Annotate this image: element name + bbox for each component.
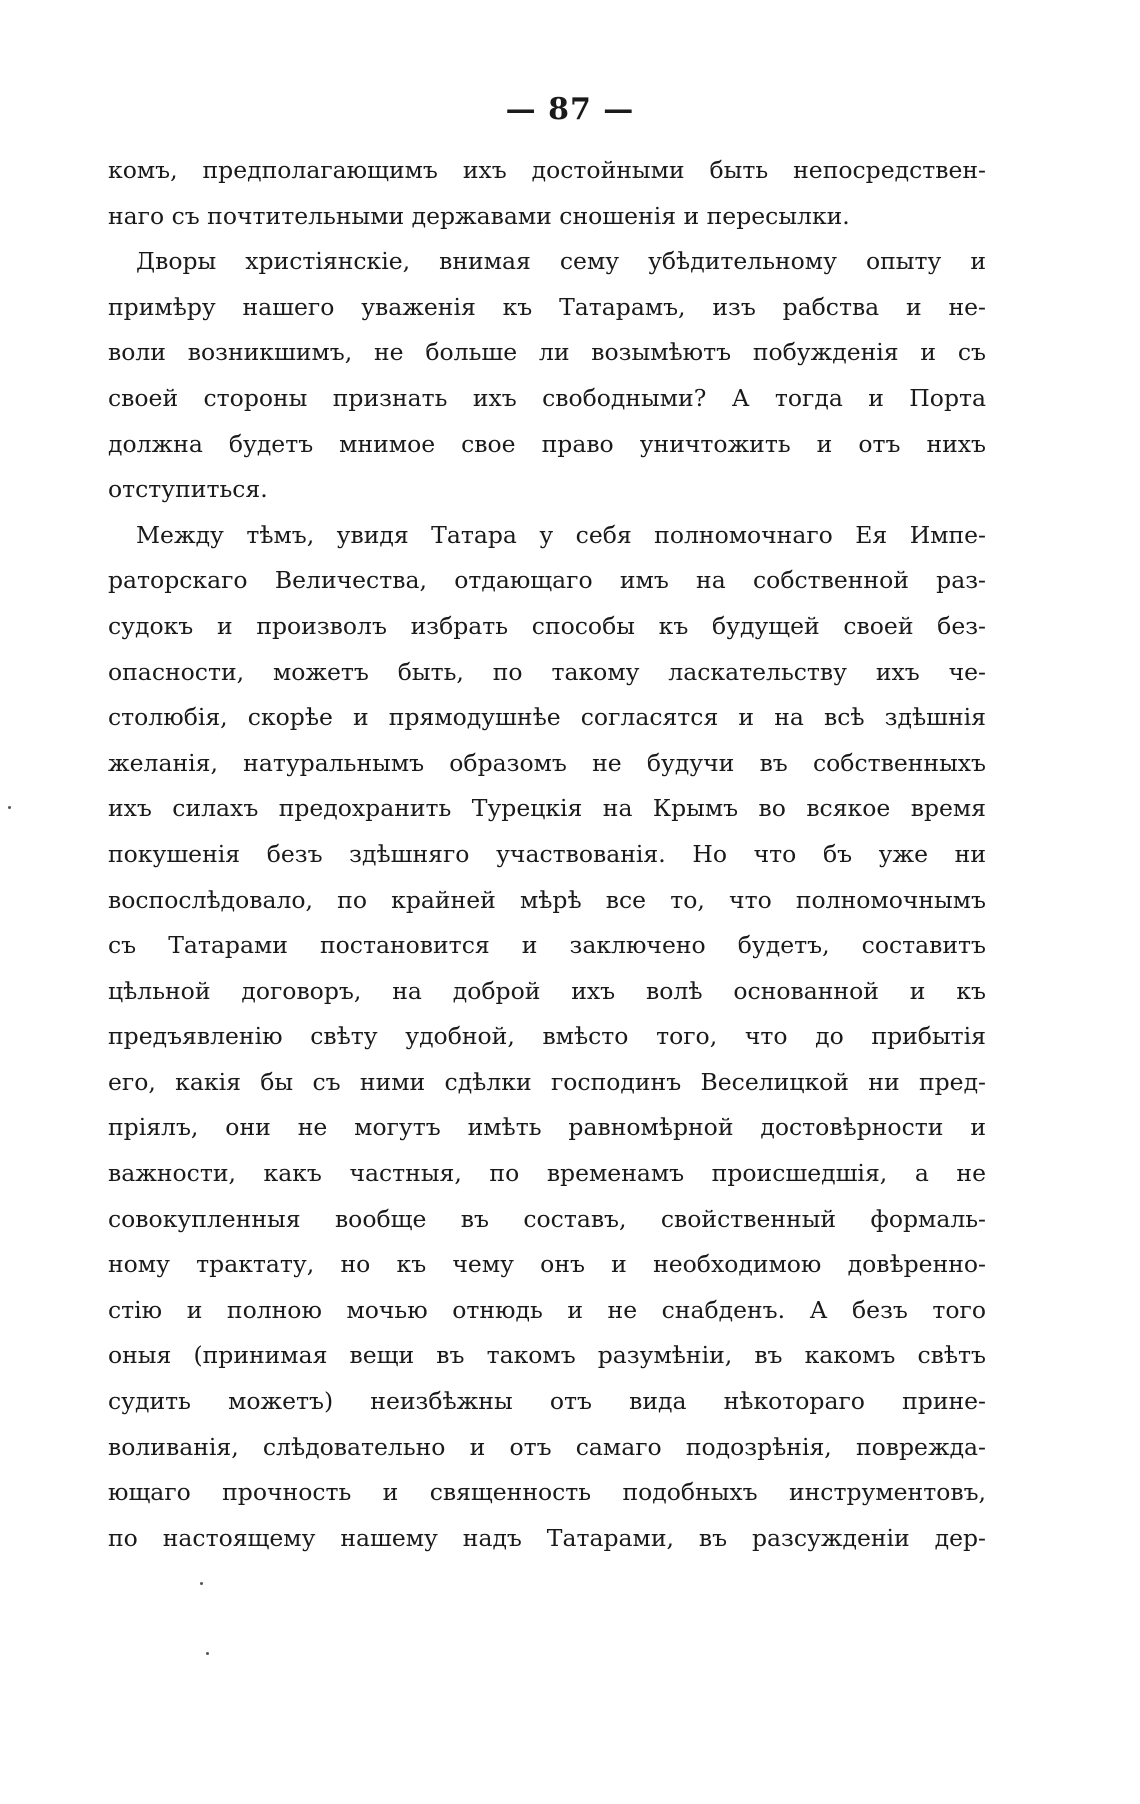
text-line: желанія, натуральнымъ образомъ не будучи въ собственныхъ: [108, 748, 986, 777]
text-line: воспослѣдовало, по крайней мѣрѣ все то, что полномочнымъ: [108, 885, 986, 914]
text-line: воливанія, слѣдовательно и отъ самаго подозрѣнія, поврежда-: [108, 1432, 986, 1461]
text-line: воли возникшимъ, не больше ли возымѣютъ побужденія и съ: [108, 338, 986, 367]
text-line: своей стороны признать ихъ свободными? А тогда и Порта: [108, 383, 986, 412]
paragraph-end-line: отступиться.: [108, 475, 268, 504]
text-line: предъявленію свѣту удобной, вмѣсто того, что до прибытія: [108, 1022, 986, 1051]
text-line: цѣльной договоръ, на доброй ихъ волѣ основанной и къ: [108, 976, 986, 1005]
print-speck: [206, 1652, 209, 1655]
text-line: столюбія, скорѣе и прямодушнѣе согласятся и на всѣ здѣшнія: [108, 703, 986, 732]
text-line: по настоящему нашему надъ Татарами, въ разсужденіи дер-: [108, 1523, 986, 1552]
text-line: его, какія бы съ ними сдѣлки господинъ Веселицкой ни пред-: [108, 1067, 986, 1096]
text-line: наго съ почтительными державами сношенія и пересылки.: [108, 201, 850, 230]
text-line: важности, какъ частныя, по временамъ происшедшія, а не: [108, 1159, 986, 1188]
text-line: опасности, можетъ быть, по такому ласкательству ихъ че-: [108, 657, 986, 686]
text-line: съ Татарами постановится и заключено будетъ, составитъ: [108, 931, 986, 960]
print-speck: [8, 806, 11, 809]
page-number: — 87 —: [505, 92, 635, 127]
text-line: судить можетъ) неизбѣжны отъ вида нѣкотораго прине-: [108, 1387, 986, 1416]
text-line: раторскаго Величества, отдающаго имъ на собственной раз-: [108, 566, 986, 595]
text-line: оныя (принимая вещи въ такомъ разумѣніи, въ какомъ свѣтъ: [108, 1341, 986, 1370]
text-line: ющаго прочность и священность подобныхъ инструментовъ,: [108, 1478, 986, 1507]
text-line: ному трактату, но къ чему онъ и необходимою довѣренно-: [108, 1250, 986, 1279]
text-line: стію и полною мочью отнюдь и не снабденъ. А безъ того: [108, 1295, 986, 1324]
text-line: покушенія безъ здѣшняго участвованія. Но что бъ уже ни: [108, 839, 986, 868]
text-line: судокъ и произволъ избрать способы къ будущей своей без-: [108, 611, 986, 640]
text-line: примѣру нашего уваженія къ Татарамъ, изъ рабства и не-: [108, 292, 986, 321]
text-line: пріялъ, они не могутъ имѣть равномѣрной достовѣрности и: [108, 1113, 986, 1142]
print-speck: [200, 1582, 203, 1585]
text-line: должна будетъ мнимое свое право уничтожить и отъ нихъ: [108, 429, 986, 458]
text-line: комъ, предполагающимъ ихъ достойными быть непосредствен-: [108, 156, 986, 184]
text-line: ихъ силахъ предохранить Турецкія на Крымъ во всякое время: [108, 794, 986, 823]
paragraph-start-line: Дворы христіянскіе, внимая сему убѣдительному опыту и: [136, 247, 986, 276]
body-text: [108, 148, 986, 1561]
text-line: совокупленныя вообще въ составъ, свойственный формаль-: [108, 1204, 986, 1233]
paragraph-start-line: Между тѣмъ, увидя Татара у себя полномочнаго Ея Импе-: [136, 520, 986, 549]
